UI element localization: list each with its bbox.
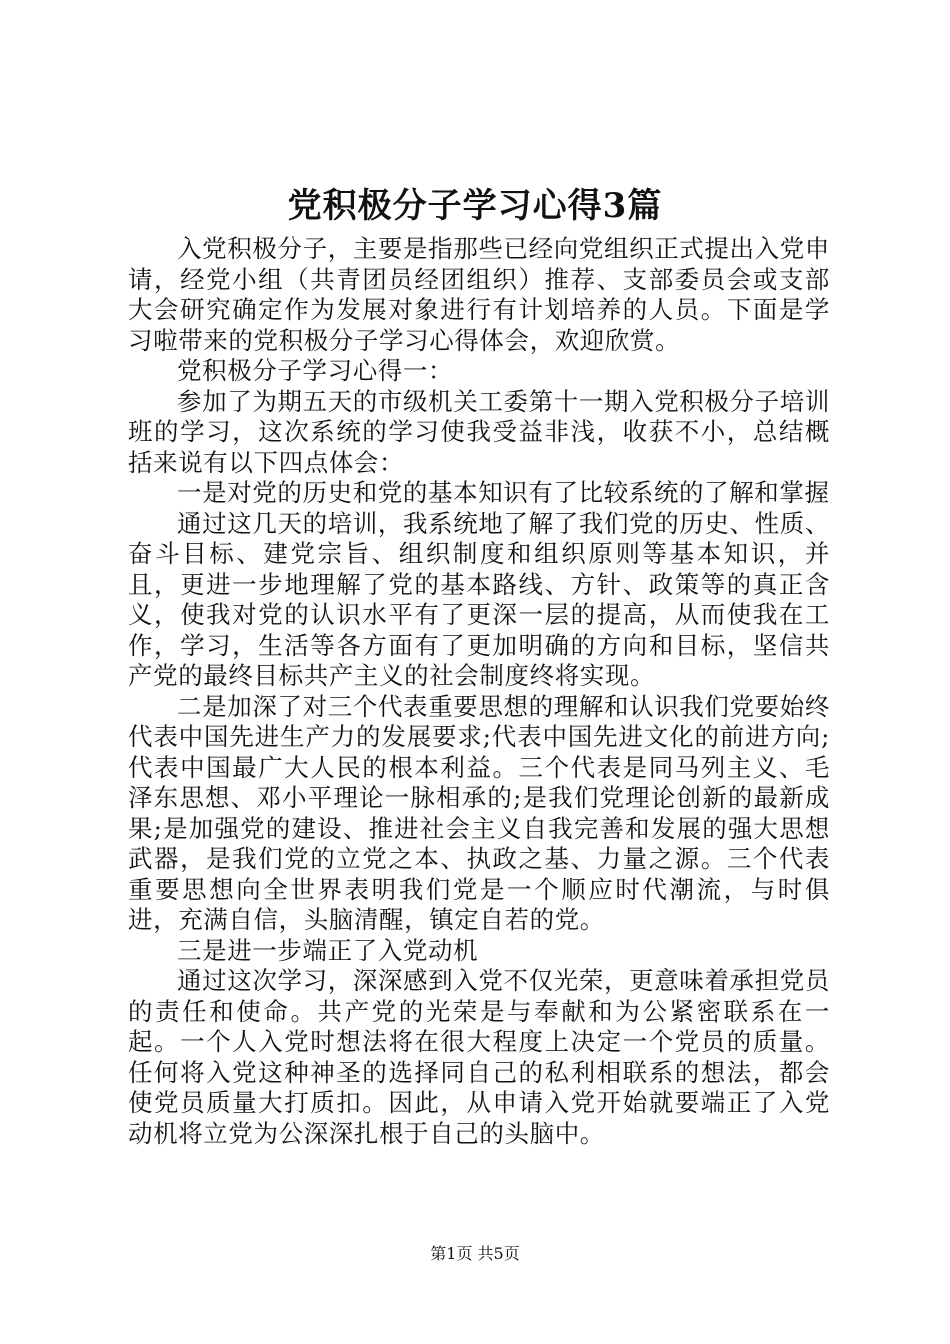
paragraph-history: 通过这几天的培训，我系统地了解了我们党的历史、性质、奋斗目标、建党宗旨、组织制度和组织原则等基本知识，并且，更进一步地理解了党的基本路线、方针、政策等的真正含义，使我对党的认识水平有了更深一层的提高，从而使我在工作，学习，生活等各方面有了更加明确的方向和目标，坚信共产党的最终目标共产主义的社会制度终将实现。: [128, 508, 830, 690]
paragraph-point-one: 一是对党的历史和党的基本知识有了比较系统的了解和掌握: [177, 478, 830, 507]
paragraph-point-three: 三是进一步端正了入党动机: [177, 935, 479, 965]
paragraph-intro: 入党积极分子，主要是指那些已经向党组织正式提出入党申请，经党小组（共青团员经团组织）推荐、支部委员会或支部大会研究确定作为发展对象进行有计划培养的人员。下面是学习啦带来的党积极分子学习心得体会，欢迎欣赏。: [128, 234, 830, 355]
paragraph-point-two: 二是加深了对三个代表重要思想的理解和认识我们党要始终代表中国先进生产力的发展要求;代表中国先进文化的前进方向;代表中国最广大人民的根本利益。三个代表是同马列主义、毛泽东思想、邓小平理论一脉相承的;是我们党理论创新的最新成果;是加强党的建设、推进社会主义自我完善和发展的强大思想武器，是我们党的立党之本、执政之基、力量之源。三个代表重要思想向全世界表明我们党是一个顺应时代潮流，与时俱进，充满自信，头脑清醒，镇定自若的党。: [128, 691, 830, 934]
document-body: [128, 234, 830, 1149]
paragraph-heading-one: 党积极分子学习心得一：: [177, 356, 454, 385]
document-title: 党积极分子学习心得3篇: [287, 186, 663, 226]
page-number-footer: 第1页 共5页: [430, 1244, 520, 1263]
paragraph-training: 参加了为期五天的市级机关工委第十一期入党积极分子培训班的学习，这次系统的学习使我受益非浅，收获不小，总结概括来说有以下四点体会：: [128, 386, 830, 477]
paragraph-motivation: 通过这次学习，深深感到入党不仅光荣，更意味着承担党员的责任和使命。共产党的光荣是与奉献和为公紧密联系在一起。一个人入党时想法将在很大程度上决定一个党员的质量。任何将入党这种神圣的选择同自己的私利相联系的想法，都会使党员质量大打质扣。因此，从申请入党开始就要端正了入党动机将立党为公深深扎根于自己的头脑中。: [128, 966, 830, 1148]
